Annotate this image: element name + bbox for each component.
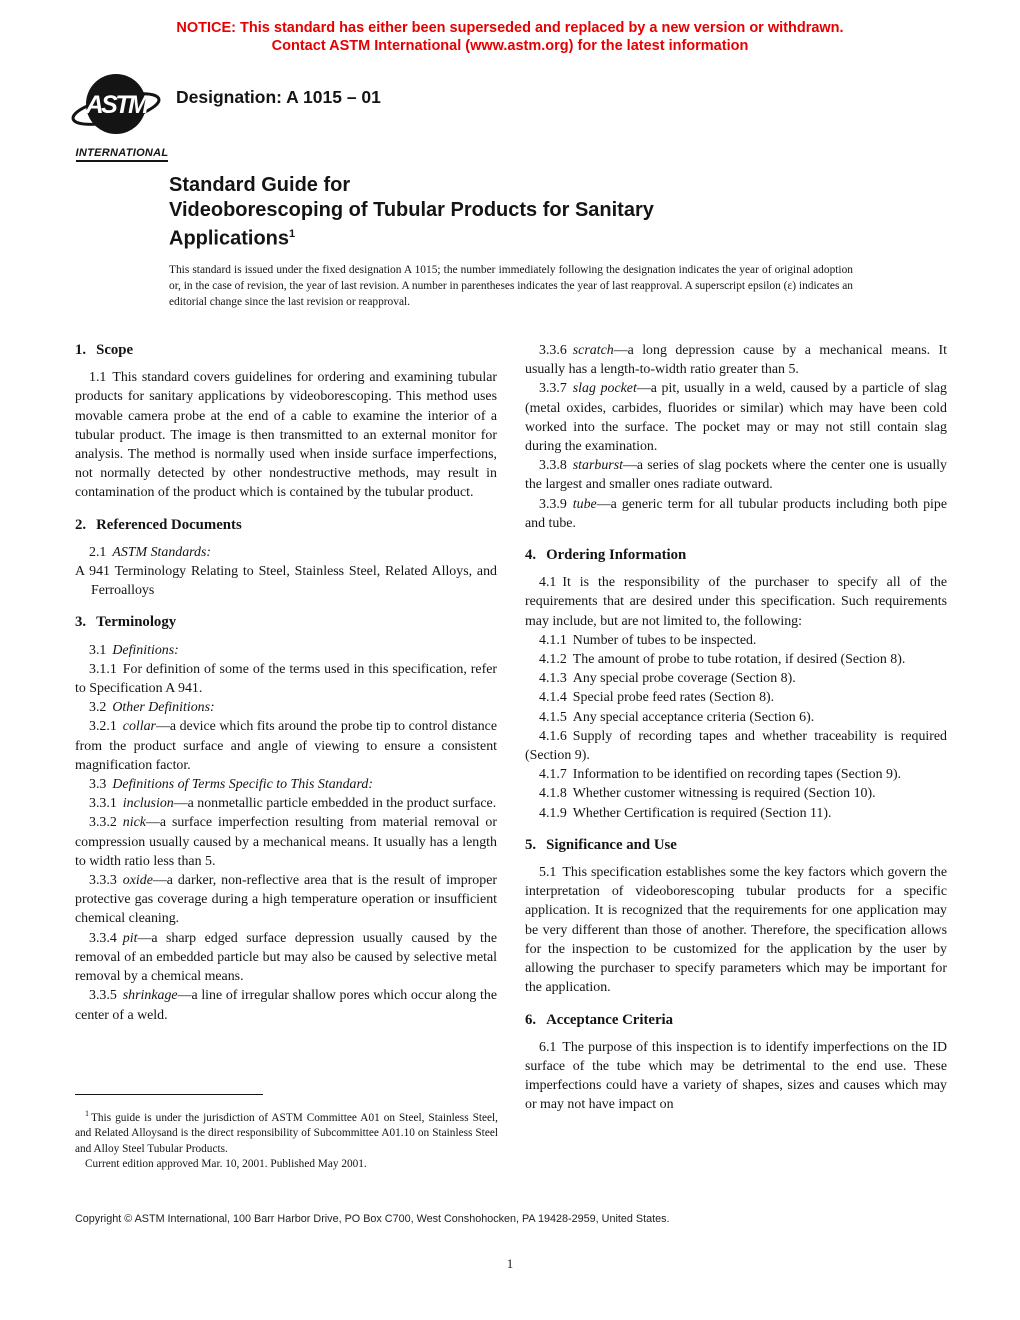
clause-3-3-1: 3.3.1 inclusion—a nonmetallic particle embedded in the product surface. (89, 796, 497, 812)
clause-4-1-6: 4.1.6 Supply of recording tapes and whether traceability is required (Section 9). (525, 728, 947, 764)
section-heading-terminology: 3. Terminology (75, 614, 177, 631)
page-footnote (75, 1094, 498, 1172)
clause-1-1: 1.1 This standard covers guidelines for ordering and examining tubular products for sanitary applications by videoborescoping. This method uses movable camera probe at the end of a cable to examine the interior of a tubular product. The image is then transmitted to an external monitor for analysis. The method is normally used when inside surface imperfections, not normally detected by other nondestructive methods, may result in contamination of the product which is contained by the tubular product. (75, 370, 497, 501)
footnote-marker: 1 (85, 1109, 89, 1118)
clause-4-1-5: 4.1.5 Any special acceptance criteria (Section 6). (539, 709, 815, 725)
reference-a941: A 941 Terminology Relating to Steel, Stainless Steel, Related Alloys, and Ferroalloys (75, 564, 497, 599)
section-heading-significance-and-use: 5. Significance and Use (525, 836, 677, 853)
left-column (75, 341, 497, 1115)
section-heading-acceptance-criteria: 6. Acceptance Criteria (525, 1011, 674, 1028)
section-heading-ordering-information: 4. Ordering Information (525, 547, 687, 564)
clause-4-1-3: 4.1.3 Any special probe coverage (Section 8). (539, 671, 796, 687)
notice-line-2: Contact ASTM International (www.astm.org) for the latest information (271, 38, 749, 54)
two-column-body (75, 341, 947, 1115)
clause-4-1-9: 4.1.9 Whether Certification is required (Section 11). (539, 805, 832, 821)
footnote-rule (75, 1094, 263, 1095)
section-heading-scope: 1. Scope (75, 342, 134, 358)
clause-3-3-5: 3.3.5 shrinkage—a line of irregular shallow pores which occur along the center of a weld. (75, 988, 497, 1023)
clause-5-1: 5.1 This specification establishes some the key factors which govern the interpretation of videoborescoping tubular products for a specific application. It is recognized that the requirements for one application may be very different than those of another. Therefore, the specification allows for the inspection to be customized for the application by the user by allowing the purchaser to specify parameters which may be important for the application. (525, 865, 947, 996)
designation-line: Designation: A 1015 – 01 (176, 87, 381, 107)
clause-3-3-7: 3.3.7 slag pocket—a pit, usually in a weld, caused by a particle of slag (metal oxides, carbides, fluorides or similar) which may have been cold worked into the surface. The pocket may or may not still contain slag during the examination. (525, 381, 948, 455)
title-line-1: Standard Guide for (169, 174, 351, 196)
clause-3-3-3: 3.3.3 oxide—a darker, non-reflective area that is the result of improper protective gas coverage during a high temperature operation or insufficient chemical cleaning. (75, 873, 497, 927)
right-column (525, 341, 947, 1115)
clause-3-2-1: 3.2.1 collar—a device which fits around the probe tip to control distance from the product surface and angle of viewing to ensure a consistent magnification factor. (75, 719, 497, 773)
clause-3-1-1: 3.1.1 For definition of some of the terms used in this specification, refer to Specification A 941. (75, 661, 497, 697)
astm-logo (70, 72, 174, 162)
clause-3-3-8: 3.3.8 starburst—a series of slag pockets where the center one is usually the largest and smaller ones radiate outward. (525, 458, 947, 493)
clause-4-1-1: 4.1.1 Number of tubes to be inspected. (539, 632, 757, 648)
astm-globe-icon (70, 72, 174, 138)
astm-logo-subtitle: INTERNATIONAL (76, 147, 169, 162)
title-line-3: Applications$^1$ (169, 227, 296, 250)
astm-logo-text: ASTM (85, 91, 147, 119)
page-number: 1 (506, 1257, 514, 1271)
clause-4-1: 4.1 It is the responsibility of the purchaser to specify all of the requirements that are desired under this specification. Such requirements may include, but are not limited to, the following: (525, 575, 947, 629)
clause-4-1-7: 4.1.7 Information to be identified on recording tapes (Section 9). (539, 767, 902, 783)
notice-line-1: NOTICE: This standard has either been superseded and replaced by a new version or withdrawn. (176, 20, 844, 36)
clause-3-3: 3.3 Definitions of Terms Specific to This Standard: (89, 777, 373, 793)
clause-3-3-6: 3.3.6 scratch—a long depression cause by a mechanical means. It usually has a length-to-width ratio greater than 5. (525, 343, 947, 378)
standard-title (169, 173, 654, 251)
clause-4-1-4: 4.1.4 Special probe feed rates (Section 8). (539, 690, 775, 706)
copyright-line: Copyright © ASTM International, 100 Barr Harbor Drive, PO Box C700, West Conshohocken, PA 19428-2959, United States. (75, 1213, 670, 1225)
issuance-preamble: This standard is issued under the fixed designation A 1015; the number immediately following the designation indicates the year of original adoption or, in the case of revision, the year of last revision. A number in parentheses indicates the year of last reapproval. A superscript epsilon (ε) indicates an editorial change since the last revision or reapproval. (169, 264, 853, 308)
clause-6-1: 6.1 The purpose of this inspection is to identify imperfections on the ID surface of the tube which may be detrimental to the end use. These imperfections could have a variety of shapes, sizes and causes which may or may not have impact on (525, 1039, 947, 1113)
clause-3-3-4: 3.3.4 pit—a sharp edged surface depression usually caused by the removal of an embedded particle but may also be caused by selective metal removal by a chemical means. (75, 930, 497, 985)
clause-3-3-2: 3.3.2 nick—a surface imperfection resulting from material removal or compression usually caused by a mechanical means. It usually has a length to width ratio less than 5. (75, 815, 497, 869)
clause-3-3-9: 3.3.9 tube—a generic term for all tubular products including both pipe and tube. (525, 496, 947, 531)
section-heading-referenced-documents: 2. Referenced Documents (75, 516, 242, 533)
clause-3-2: 3.2 Other Definitions: (89, 700, 215, 716)
title-line-2: Videoborescoping of Tubular Products for Sanitary (169, 198, 654, 221)
footnote-edition-line: Current edition approved Mar. 10, 2001. Published May 2001. (85, 1157, 367, 1170)
title-footnote-marker: 1 (289, 228, 296, 240)
clause-4-1-2: 4.1.2 The amount of probe to tube rotation, if desired (Section 8). (539, 652, 906, 668)
footnote-text: $^1$ This guide is under the jurisdiction of ASTM Committee A01 on Steel, Stainless Steel, and Related Alloysand is the direct responsibility of Subcommittee A01.10 on Stainless Steel and Alloy Steel Tubular Products. (75, 1109, 498, 1155)
supersession-notice (0, 19, 1020, 55)
clause-3-1: 3.1 Definitions: (89, 642, 179, 658)
clause-2-1: 2.1 ASTM Standards: (89, 544, 212, 560)
clause-4-1-8: 4.1.8 Whether customer witnessing is required (Section 10). (539, 786, 876, 802)
